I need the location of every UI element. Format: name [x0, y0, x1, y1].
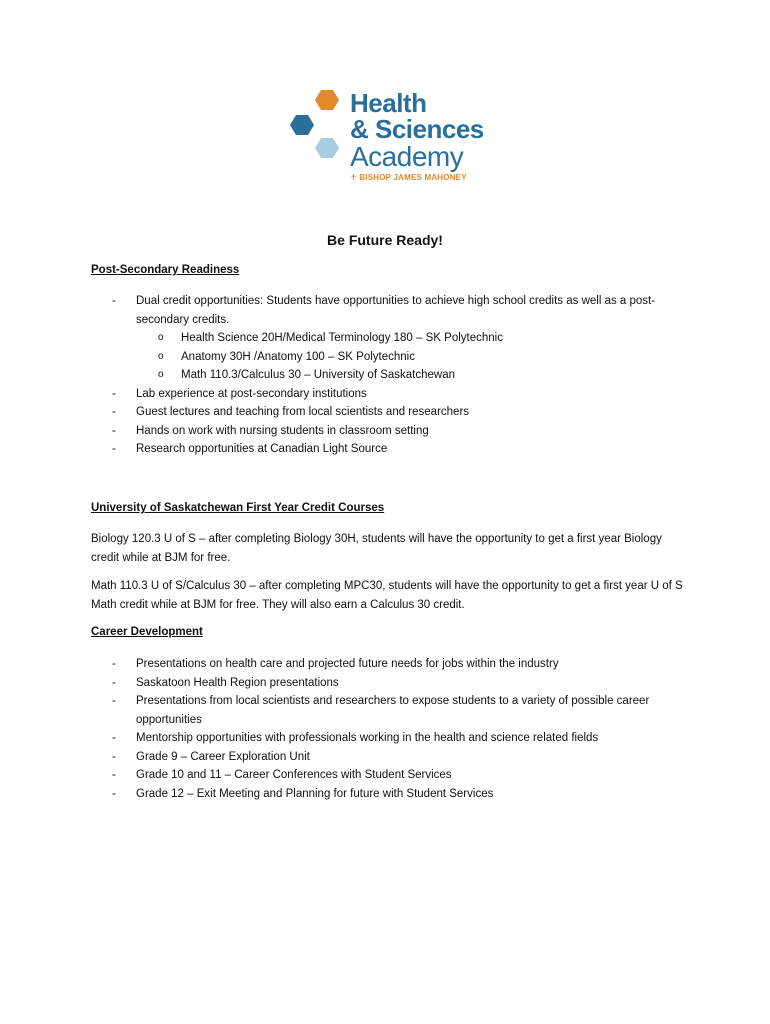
logo-line-1: Health — [350, 88, 427, 118]
career-list — [112, 655, 692, 803]
logo-line-2: & Sciences — [350, 114, 484, 144]
math-credit-paragraph: Math 110.3 U of S/Calculus 30 – after completing MPC30, students will have the opportunity to get a first year U of S Math credit while at BJM for free. They will also earn a Calculus 30 credit. — [91, 580, 683, 611]
dash-bullet: - — [112, 787, 116, 800]
dash-bullet: - — [112, 695, 116, 707]
dash-bullet: - — [112, 750, 116, 763]
sub-list-item — [136, 366, 692, 385]
list-item — [112, 766, 692, 785]
hexagon-logo-icon — [288, 90, 348, 160]
list-item — [112, 385, 692, 404]
sub-list-item-text: Math 110.3/Calculus 30 – University of Saskatchewan — [181, 369, 456, 381]
section-heading-career: Career Development — [91, 626, 203, 638]
sub-list-item — [136, 329, 692, 348]
dash-bullet: - — [112, 732, 116, 744]
list-item — [112, 729, 692, 748]
list-item-text: Mentorship opportunities with professionals working in the health and science related fields — [136, 732, 599, 744]
list-item — [112, 655, 692, 674]
dual-credit-sublist — [136, 329, 692, 385]
list-item — [112, 748, 692, 767]
dash-bullet: - — [112, 387, 116, 400]
list-item — [112, 692, 692, 729]
list-item-text: Research opportunities at Canadian Light Source — [136, 443, 388, 455]
list-item-text: Lab experience at post-secondary institutions — [136, 387, 367, 400]
circle-bullet: o — [158, 369, 164, 380]
dash-bullet: - — [112, 676, 116, 689]
section-heading-uofs: University of Saskatchewan First Year Credit Courses — [91, 502, 385, 514]
list-item-text: Saskatoon Health Region presentations — [136, 676, 339, 689]
circle-bullet: o — [158, 350, 164, 362]
dash-bullet: - — [112, 406, 116, 418]
dash-bullet: - — [112, 443, 116, 455]
dash-bullet: - — [112, 769, 116, 781]
logo-wordmark — [350, 90, 484, 182]
page-title: Be Future Ready! — [327, 232, 443, 248]
list-item-text: Presentations on health care and projected future needs for jobs within the industry — [136, 658, 559, 670]
dash-bullet: - — [112, 658, 116, 670]
post-secondary-list — [112, 292, 692, 459]
list-item-text: Grade 10 and 11 – Career Conferences with Student Services — [136, 769, 452, 781]
list-item — [112, 440, 692, 459]
list-item-text: Grade 12 – Exit Meeting and Planning for future with Student Services — [136, 787, 494, 800]
list-item — [112, 292, 692, 385]
list-item — [112, 674, 692, 693]
list-item-text: Hands on work with nursing students in classroom setting — [136, 424, 429, 437]
sub-list-item-text: Health Science 20H/Medical Terminology 180 – SK Polytechnic — [181, 332, 503, 344]
list-item — [112, 403, 692, 422]
academy-logo — [288, 90, 488, 186]
dash-bullet: - — [112, 295, 116, 307]
list-item — [112, 785, 692, 804]
dash-bullet: - — [112, 424, 116, 437]
sub-list-item — [136, 348, 692, 367]
section-heading-post-secondary: Post-Secondary Readiness — [91, 264, 240, 276]
list-item-text: Presentations from local scientists and researchers to expose students to a variety of possible career opportunities — [136, 695, 650, 726]
list-item — [112, 422, 692, 441]
logo-line-3: Academy — [350, 141, 464, 172]
sub-list-item-text: Anatomy 30H /Anatomy 100 – SK Polytechnic — [181, 350, 415, 363]
list-item-text: Guest lectures and teaching from local scientists and researchers — [136, 406, 470, 418]
logo-subtitle: ✝ BISHOP JAMES MAHONEY — [350, 173, 467, 182]
list-item-text: Grade 9 – Career Exploration Unit — [136, 750, 310, 763]
circle-bullet: o — [158, 332, 164, 343]
list-item-text: Dual credit opportunities: Students have opportunities to achieve high school credits as well as a post-secondary credits. — [136, 295, 656, 326]
biology-credit-paragraph: Biology 120.3 U of S – after completing Biology 30H, students will have the opportunity to get a first year Biology credit while at BJM for free. — [91, 533, 662, 564]
